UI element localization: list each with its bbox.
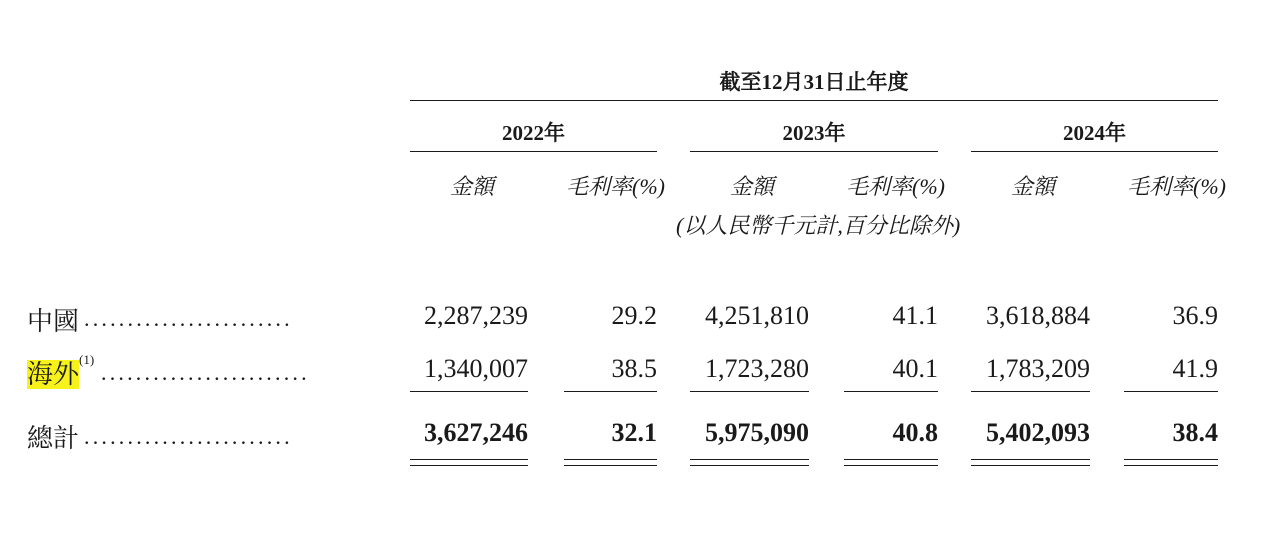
cell-china-2024-amount: 3,618,884 [986,301,1090,330]
cell-overseas-2024-amount: 1,783,209 [986,354,1090,383]
cell-total-2024-amount: 5,402,093 [986,418,1090,447]
col-margin-2023: 毛利率(%) [846,174,945,199]
year-2022-header: 2022年 [502,121,565,145]
cell-total-2023-amount: 5,975,090 [705,418,809,447]
col-amount-2023: 金額 [730,174,775,199]
cell-overseas-2023-amount: 1,723,280 [705,354,809,383]
cell-overseas-2024-margin: 41.9 [1172,354,1218,383]
year-2024-header: 2024年 [1063,121,1126,145]
row-label-china: 中國 [27,307,80,336]
cell-total-2022-margin: 32.1 [611,418,657,447]
leader-dots: ........................ [84,424,293,449]
total-double-rule [971,459,1090,460]
subtotal-rule [971,391,1090,392]
leader-dots: ........................ [84,306,293,331]
subtotal-rule [410,391,528,392]
cell-overseas-2022-margin: 38.5 [611,354,657,383]
year-2023-rule [690,151,938,152]
cell-china-2023-margin: 41.1 [892,301,938,330]
total-double-rule [410,465,528,466]
cell-china-2024-margin: 36.9 [1172,301,1218,330]
year-2022-rule [410,151,657,152]
total-double-rule [971,465,1090,466]
cell-total-2022-amount: 3,627,246 [424,418,528,447]
cell-overseas-2023-margin: 40.1 [892,354,938,383]
cell-china-2023-amount: 4,251,810 [705,301,809,330]
total-double-rule [844,459,938,460]
cell-total-2024-margin: 38.4 [1172,418,1218,447]
row-label-overseas [27,354,94,391]
col-margin-2024: 毛利率(%) [1127,174,1226,199]
year-2024-rule [971,151,1218,152]
total-double-rule [564,459,657,460]
total-double-rule [690,465,809,466]
year-2023-header: 2023年 [782,121,846,145]
total-double-rule [1124,459,1218,460]
row-label-total: 總計 [27,424,80,453]
cell-china-2022-amount: 2,287,239 [424,301,528,330]
subtotal-rule [844,391,938,392]
period-header: 截至12月31日止年度 [719,70,909,94]
highlight-overseas: 海外 [27,360,80,389]
total-double-rule [564,465,657,466]
total-double-rule [1124,465,1218,466]
cell-total-2023-margin: 40.8 [892,418,938,447]
subtotal-rule [690,391,809,392]
subtotal-rule [1124,391,1218,392]
col-amount-2024: 金額 [1011,174,1056,199]
cell-overseas-2022-amount: 1,340,007 [424,354,528,383]
period-rule [410,100,1218,101]
col-margin-2022: 毛利率(%) [566,174,665,199]
unit-note: (以人民幣千元計,百分比除外) [676,213,961,238]
col-amount-2022: 金額 [450,174,495,199]
leader-dots: ........................ [101,360,310,385]
subtotal-rule [564,391,657,392]
total-double-rule [844,465,938,466]
total-double-rule [690,459,809,460]
cell-china-2022-margin: 29.2 [611,301,657,330]
footnote-marker: (1) [79,352,95,367]
total-double-rule [410,459,528,460]
